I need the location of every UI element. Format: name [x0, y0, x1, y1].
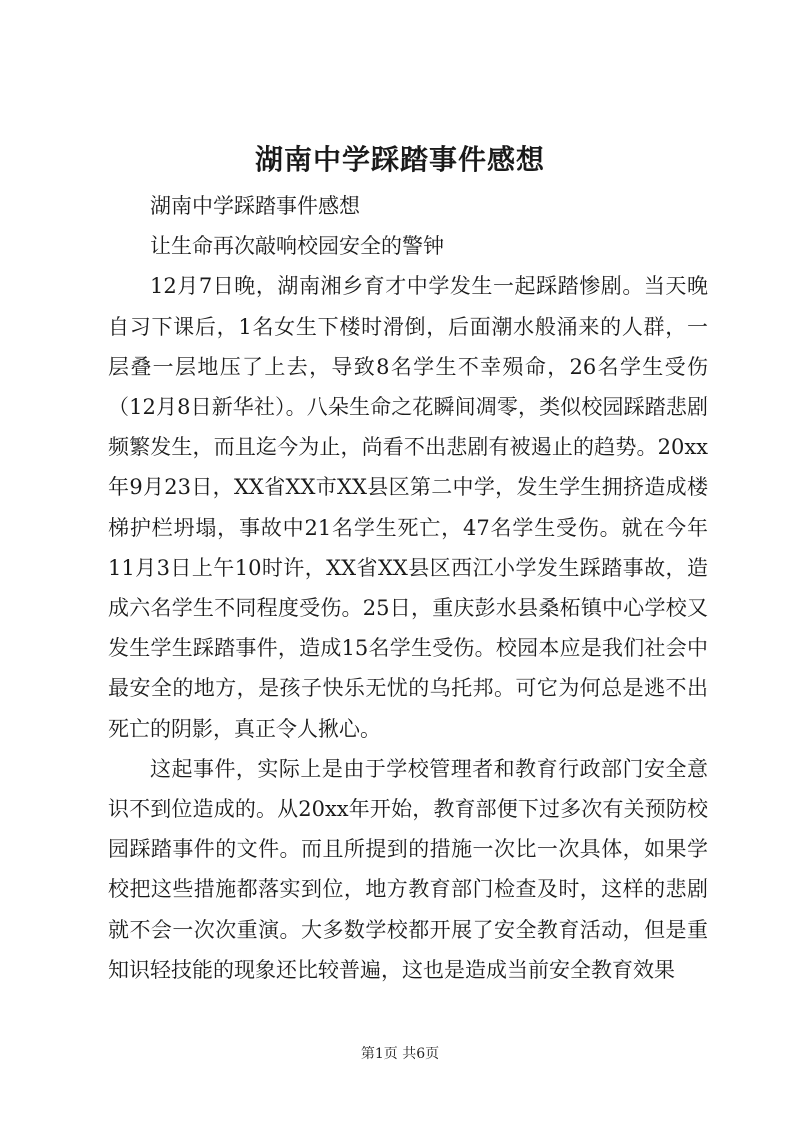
document-body — [108, 186, 708, 990]
page-number-footer: 第1页 共6页 — [360, 1046, 440, 1062]
body-paragraph: 12月7日晚，湖南湘乡育才中学发生一起踩踏惨剧。当天晚自习下课后，1名女生下楼时滑倒，后面潮水般涌来的人群，一层叠一层地压了上去，导致8名学生不幸殒命，26名学生受伤（12月8日新华社）。八朵生命之花瞬间凋零，类似校园踩踏悲剧频繁发生，而且迄今为止，尚看不出悲剧有被遏止的趋势。20xx年9月23日，XX省XX市XX县区第二中学，发生学生拥挤造成楼梯护栏坍塌，事故中21名学生死亡，47名学生受伤。就在今年11月3日上午10时许，XX省XX县区西江小学发生踩踏事故，造成六名学生不同程度受伤。25日，重庆彭水县桑柘镇中心学校又发生学生踩踏事件，造成15名学生受伤。校园本应是我们社会中最安全的地方，是孩子快乐无忧的乌托邦。可它为何总是逃不出死亡的阴影，真正令人揪心。 — [108, 274, 708, 741]
document-title: 湖南中学踩踏事件感想 — [254, 143, 545, 176]
body-paragraph: 这起事件，实际上是由于学校管理者和教育行政部门安全意识不到位造成的。从20xx年开始，教育部便下过多次有关预防校园踩踏事件的文件。而且所提到的措施一次比一次具体，如果学校把这些措施都落实到位，地方教育部门检查及时，这样的悲剧就不会一次次重演。大多数学校都开展了安全教育活动，但是重知识轻技能的现象还比较普遍，这也是造成当前安全教育效果 — [108, 756, 708, 982]
subtitle-paragraph: 湖南中学踩踏事件感想 — [150, 194, 360, 218]
heading-paragraph: 让生命再次敲响校园安全的警钟 — [150, 234, 444, 259]
